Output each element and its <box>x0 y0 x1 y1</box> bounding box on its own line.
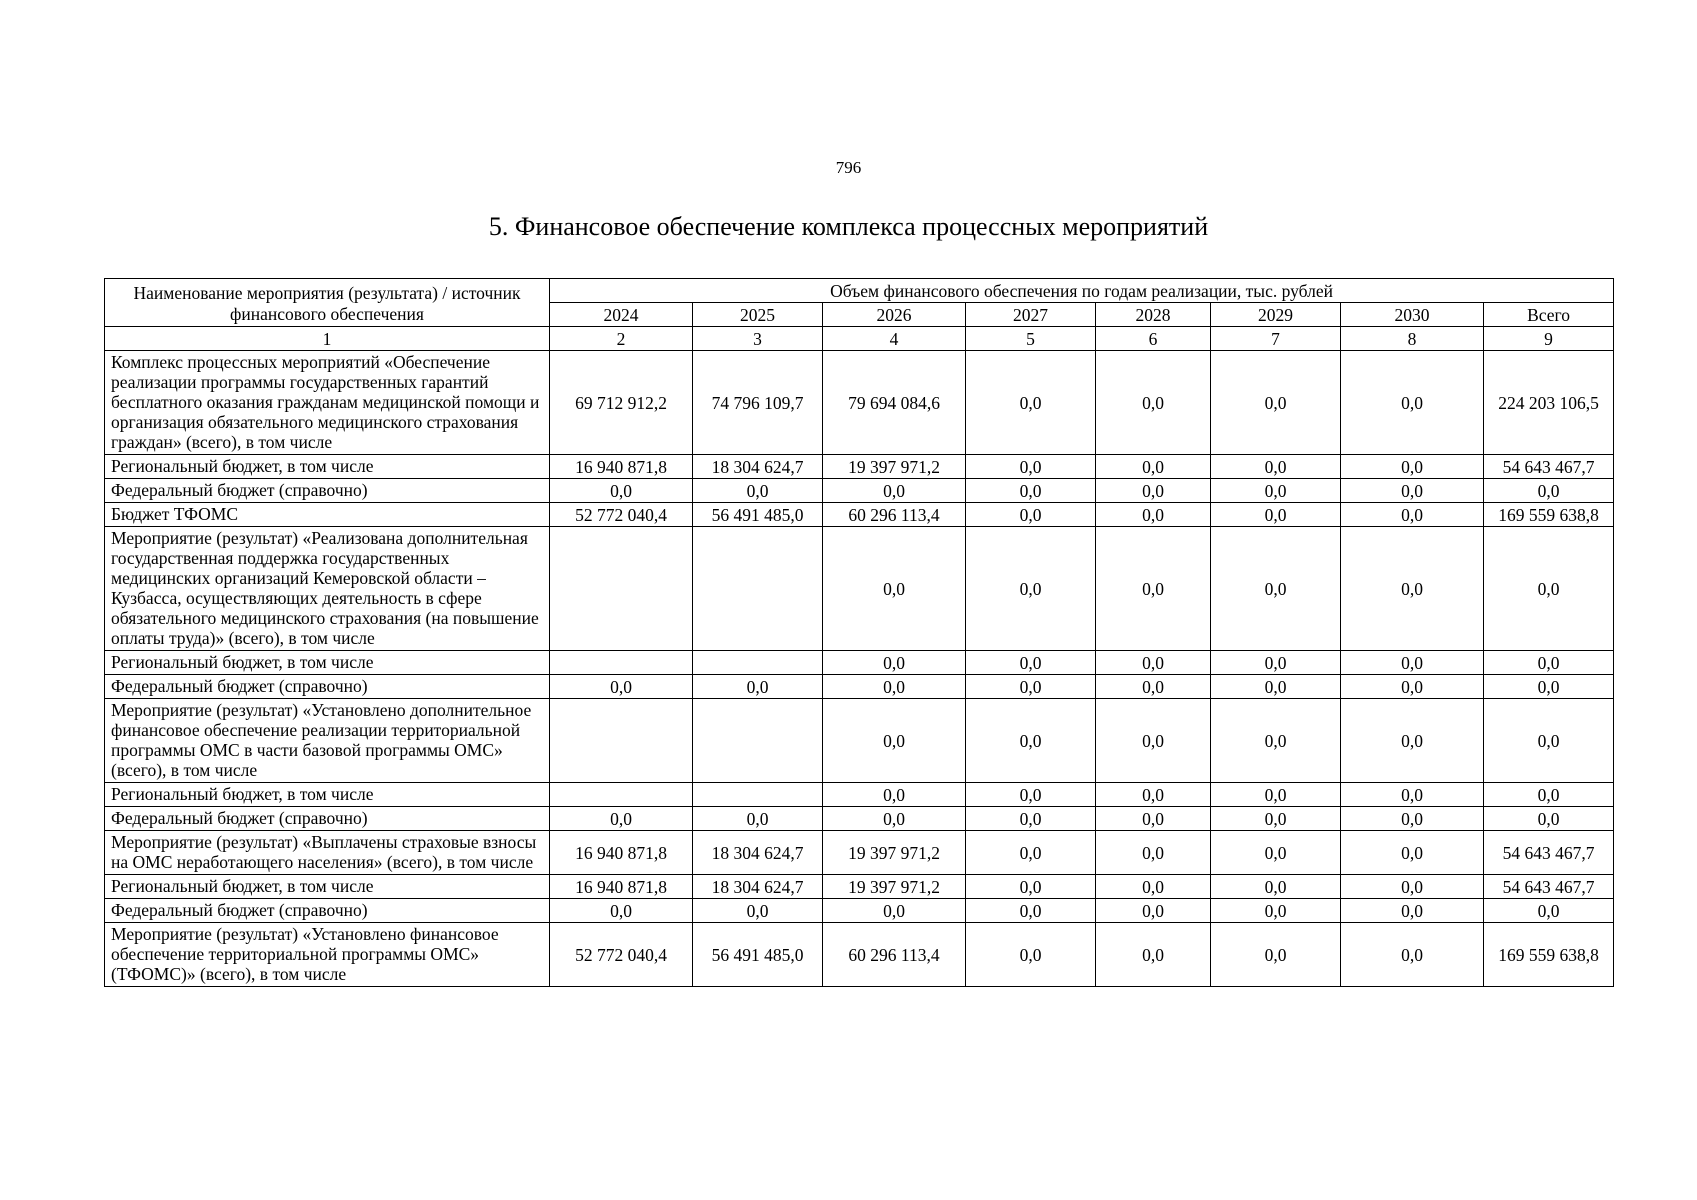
value-cell: 0,0 <box>1211 675 1341 699</box>
value-cell: 0,0 <box>823 807 966 831</box>
value-cell: 0,0 <box>823 527 966 651</box>
value-cell: 0,0 <box>1211 699 1341 783</box>
value-cell: 0,0 <box>1096 651 1211 675</box>
row-name-cell: Федеральный бюджет (справочно) <box>105 807 550 831</box>
value-cell: 0,0 <box>1484 675 1614 699</box>
value-cell: 54 643 467,7 <box>1484 875 1614 899</box>
value-cell: 0,0 <box>823 699 966 783</box>
row-name-cell: Региональный бюджет, в том числе <box>105 783 550 807</box>
table-row <box>105 875 1614 899</box>
value-cell: 0,0 <box>1096 351 1211 455</box>
table-row <box>105 923 1614 987</box>
header-name-cell: Наименование мероприятия (результата) / источник финансового обеспечения <box>105 279 550 327</box>
row-name-cell: Региональный бюджет, в том числе <box>105 875 550 899</box>
value-cell <box>693 699 823 783</box>
table-row <box>105 675 1614 699</box>
value-cell: 19 397 971,2 <box>823 831 966 875</box>
value-cell <box>550 699 693 783</box>
value-cell: 0,0 <box>1096 479 1211 503</box>
year-header-cell: 2025 <box>693 303 823 327</box>
table-row <box>105 479 1614 503</box>
value-cell: 0,0 <box>966 831 1096 875</box>
value-cell: 0,0 <box>1341 699 1484 783</box>
row-name-cell: Комплекс процессных мероприятий «Обеспечение реализации программы государственных гарантий бесплатного оказания гражданам медицинской помощи и организация обязательного медицинского страхования граждан» (всего), в том числе <box>105 351 550 455</box>
row-name-cell: Федеральный бюджет (справочно) <box>105 899 550 923</box>
year-header-cell: 2030 <box>1341 303 1484 327</box>
value-cell: 169 559 638,8 <box>1484 923 1614 987</box>
value-cell: 0,0 <box>966 899 1096 923</box>
table-row <box>105 899 1614 923</box>
column-number-cell: 3 <box>693 327 823 351</box>
value-cell: 0,0 <box>1341 479 1484 503</box>
value-cell <box>693 651 823 675</box>
value-cell: 18 304 624,7 <box>693 831 823 875</box>
value-cell <box>550 527 693 651</box>
value-cell: 0,0 <box>823 899 966 923</box>
value-cell: 0,0 <box>1096 503 1211 527</box>
value-cell: 0,0 <box>1096 899 1211 923</box>
value-cell: 19 397 971,2 <box>823 875 966 899</box>
table-row <box>105 455 1614 479</box>
value-cell: 69 712 912,2 <box>550 351 693 455</box>
value-cell: 169 559 638,8 <box>1484 503 1614 527</box>
value-cell: 0,0 <box>1484 651 1614 675</box>
value-cell: 54 643 467,7 <box>1484 831 1614 875</box>
value-cell: 54 643 467,7 <box>1484 455 1614 479</box>
value-cell: 56 491 485,0 <box>693 503 823 527</box>
value-cell: 0,0 <box>966 875 1096 899</box>
value-cell: 0,0 <box>1096 923 1211 987</box>
table-row <box>105 503 1614 527</box>
value-cell: 74 796 109,7 <box>693 351 823 455</box>
column-number-cell: 5 <box>966 327 1096 351</box>
value-cell: 0,0 <box>1484 699 1614 783</box>
value-cell: 0,0 <box>550 807 693 831</box>
value-cell: 56 491 485,0 <box>693 923 823 987</box>
value-cell: 0,0 <box>966 699 1096 783</box>
value-cell: 0,0 <box>1341 807 1484 831</box>
value-cell: 0,0 <box>1484 807 1614 831</box>
value-cell: 0,0 <box>1211 455 1341 479</box>
value-cell: 0,0 <box>966 807 1096 831</box>
column-number-cell: 2 <box>550 327 693 351</box>
value-cell: 0,0 <box>966 455 1096 479</box>
financing-table <box>104 278 1614 987</box>
table-row <box>105 651 1614 675</box>
row-name-cell: Федеральный бюджет (справочно) <box>105 675 550 699</box>
value-cell <box>693 783 823 807</box>
column-number-cell: 7 <box>1211 327 1341 351</box>
table-row <box>105 527 1614 651</box>
value-cell: 52 772 040,4 <box>550 503 693 527</box>
value-cell: 0,0 <box>823 675 966 699</box>
section-title: 5. Финансовое обеспечение комплекса процессных мероприятий <box>488 212 1209 241</box>
table-row <box>105 783 1614 807</box>
row-name-cell: Региональный бюджет, в том числе <box>105 455 550 479</box>
row-name-cell: Мероприятие (результат) «Выплачены страховые взносы на ОМС неработающего населения» (всего), в том числе <box>105 831 550 875</box>
column-number-cell: 6 <box>1096 327 1211 351</box>
value-cell: 0,0 <box>1096 675 1211 699</box>
value-cell: 0,0 <box>1211 479 1341 503</box>
value-cell: 0,0 <box>1211 831 1341 875</box>
value-cell: 0,0 <box>1211 651 1341 675</box>
row-name-cell: Федеральный бюджет (справочно) <box>105 479 550 503</box>
value-cell: 0,0 <box>1211 923 1341 987</box>
table-row <box>105 699 1614 783</box>
value-cell: 0,0 <box>1211 875 1341 899</box>
value-cell: 0,0 <box>966 351 1096 455</box>
value-cell: 0,0 <box>1341 503 1484 527</box>
column-number-cell: 8 <box>1341 327 1484 351</box>
value-cell: 0,0 <box>966 479 1096 503</box>
value-cell <box>550 651 693 675</box>
value-cell: 0,0 <box>693 899 823 923</box>
year-header-cell: 2028 <box>1096 303 1211 327</box>
column-number-cell: 4 <box>823 327 966 351</box>
value-cell: 0,0 <box>693 675 823 699</box>
value-cell: 0,0 <box>1211 899 1341 923</box>
value-cell: 0,0 <box>823 783 966 807</box>
value-cell: 0,0 <box>1341 351 1484 455</box>
value-cell: 0,0 <box>966 503 1096 527</box>
value-cell: 0,0 <box>966 527 1096 651</box>
value-cell: 0,0 <box>966 651 1096 675</box>
value-cell: 0,0 <box>966 783 1096 807</box>
value-cell: 224 203 106,5 <box>1484 351 1614 455</box>
year-header-cell: 2027 <box>966 303 1096 327</box>
value-cell: 0,0 <box>1484 899 1614 923</box>
table-row <box>105 831 1614 875</box>
value-cell: 0,0 <box>1096 699 1211 783</box>
value-cell: 0,0 <box>1341 923 1484 987</box>
value-cell: 60 296 113,4 <box>823 923 966 987</box>
value-cell: 16 940 871,8 <box>550 875 693 899</box>
column-numbers-row <box>105 327 1614 351</box>
row-name-cell: Бюджет ТФОМС <box>105 503 550 527</box>
value-cell: 0,0 <box>1211 783 1341 807</box>
value-cell: 16 940 871,8 <box>550 455 693 479</box>
value-cell <box>693 527 823 651</box>
year-header-cell: 2024 <box>550 303 693 327</box>
value-cell: 0,0 <box>1341 783 1484 807</box>
value-cell: 60 296 113,4 <box>823 503 966 527</box>
table-body <box>105 351 1614 987</box>
value-cell: 0,0 <box>1211 351 1341 455</box>
page-number: 796 <box>835 158 862 177</box>
row-name-cell: Мероприятие (результат) «Установлено финансовое обеспечение территориальной программы ОМС» (ТФОМС)» (всего), в том числе <box>105 923 550 987</box>
header-row <box>105 279 1614 303</box>
year-header-cell: Всего <box>1484 303 1614 327</box>
value-cell: 0,0 <box>1484 527 1614 651</box>
value-cell: 0,0 <box>1096 455 1211 479</box>
value-cell: 0,0 <box>1484 479 1614 503</box>
value-cell: 0,0 <box>550 479 693 503</box>
row-name-cell: Мероприятие (результат) «Реализована дополнительная государственная поддержка государственных медицинских организаций Кемеровской области – Кузбасса, осуществляющих деятельность в сфере обязательного медицинского страхования (на повышение оплаты труда)» (всего), в том числе <box>105 527 550 651</box>
value-cell: 0,0 <box>1211 807 1341 831</box>
value-cell: 0,0 <box>1096 807 1211 831</box>
header-volume-cell: Объем финансового обеспечения по годам реализации, тыс. рублей <box>550 279 1614 303</box>
value-cell: 0,0 <box>1341 455 1484 479</box>
value-cell: 0,0 <box>1484 783 1614 807</box>
value-cell <box>550 783 693 807</box>
value-cell: 0,0 <box>1211 503 1341 527</box>
value-cell: 0,0 <box>550 675 693 699</box>
value-cell: 0,0 <box>1341 527 1484 651</box>
value-cell: 0,0 <box>823 479 966 503</box>
value-cell: 0,0 <box>1341 875 1484 899</box>
column-number-cell: 9 <box>1484 327 1614 351</box>
value-cell: 0,0 <box>693 807 823 831</box>
value-cell: 18 304 624,7 <box>693 455 823 479</box>
value-cell: 0,0 <box>1341 831 1484 875</box>
value-cell: 0,0 <box>966 675 1096 699</box>
value-cell: 0,0 <box>1096 831 1211 875</box>
value-cell: 0,0 <box>1341 899 1484 923</box>
value-cell: 0,0 <box>1096 875 1211 899</box>
value-cell: 0,0 <box>966 923 1096 987</box>
value-cell: 18 304 624,7 <box>693 875 823 899</box>
value-cell: 79 694 084,6 <box>823 351 966 455</box>
value-cell: 0,0 <box>550 899 693 923</box>
value-cell: 0,0 <box>1096 783 1211 807</box>
year-header-cell: 2026 <box>823 303 966 327</box>
table-row <box>105 351 1614 455</box>
value-cell: 0,0 <box>1341 675 1484 699</box>
value-cell: 16 940 871,8 <box>550 831 693 875</box>
value-cell: 0,0 <box>1211 527 1341 651</box>
value-cell: 0,0 <box>823 651 966 675</box>
table-row <box>105 807 1614 831</box>
value-cell: 0,0 <box>1096 527 1211 651</box>
column-number-cell: 1 <box>105 327 550 351</box>
value-cell: 0,0 <box>1341 651 1484 675</box>
value-cell: 19 397 971,2 <box>823 455 966 479</box>
row-name-cell: Региональный бюджет, в том числе <box>105 651 550 675</box>
year-header-cell: 2029 <box>1211 303 1341 327</box>
value-cell: 0,0 <box>693 479 823 503</box>
value-cell: 52 772 040,4 <box>550 923 693 987</box>
row-name-cell: Мероприятие (результат) «Установлено дополнительное финансовое обеспечение реализации территориальной программы ОМС в части базовой программы ОМС» (всего), в том числе <box>105 699 550 783</box>
